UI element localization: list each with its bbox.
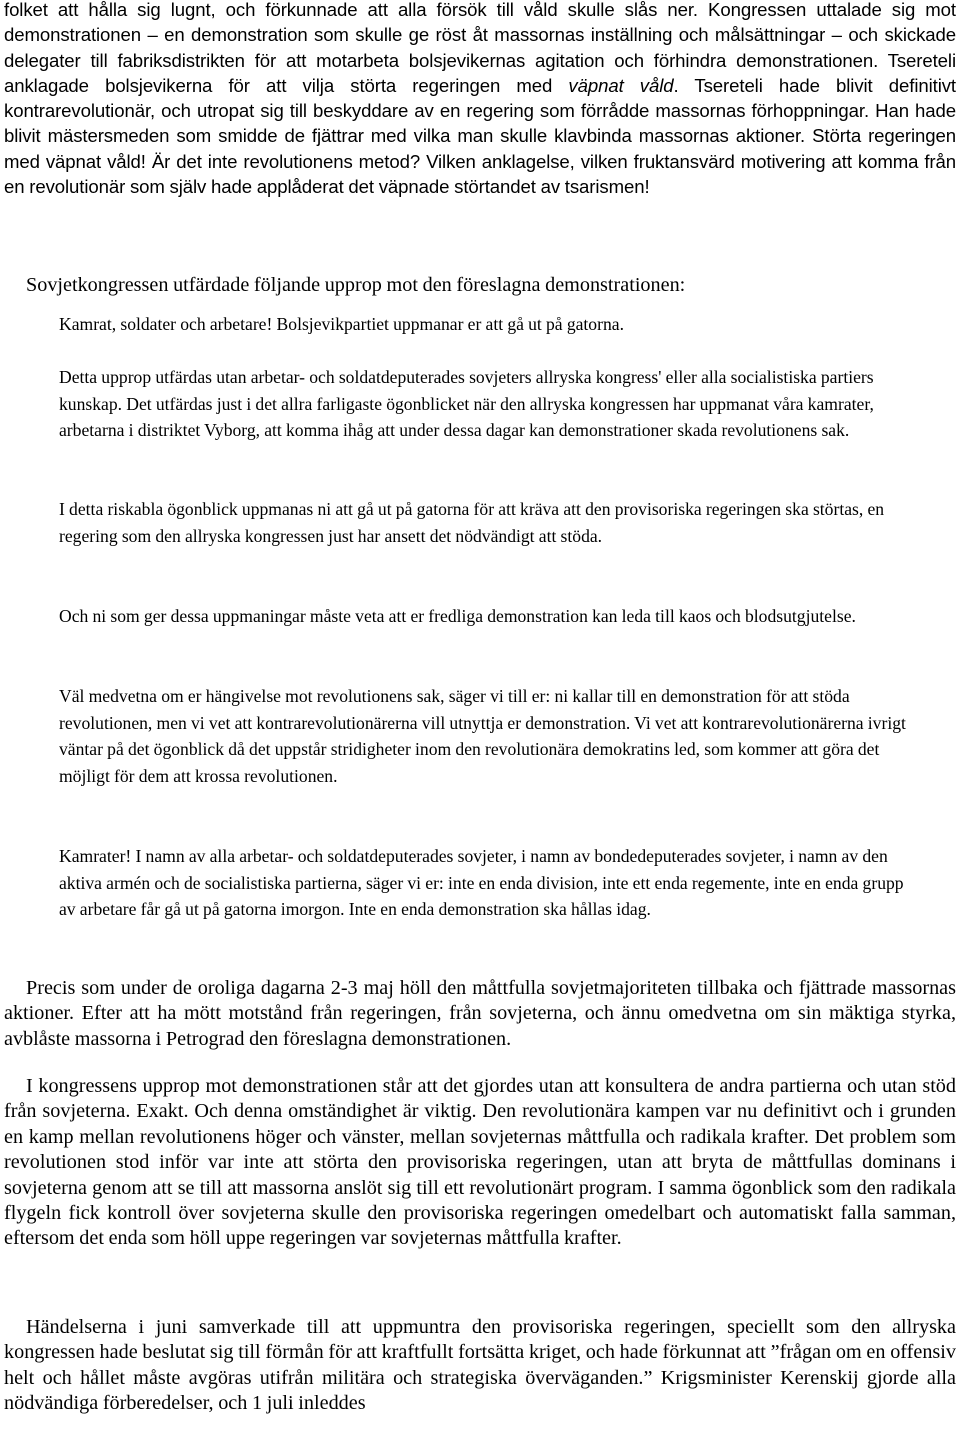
paragraph-1-text-a: folket att hålla sig lugnt, och förkunnade att alla försök till våld skulle slås ner. Kongressen uttalade sig mot demonstrationen – en demonstration som skulle ge röst åt massornas inställning och målsättningar – och skickade delegater till fabriksdistrikten för att motarbeta bolsjevikernas agitation och förhindra demonstrationen. Tsereteli anklagade bolsjevikerna för att vilja störta regeringen med — [4, 0, 956, 96]
body-paragraph-4: I kongressens upprop mot demonstrationen står att det gjordes utan att konsultera de andra partierna och utan stöd från sovjeterna. Exakt. Och denna omständighet är viktig. Den revolutionära kampen var nu definitivt och i grunden en kamp mellan revolutionens höger och vänster, mellan sovjeternas måttfulla och radikala krafter. Det problem som revolutionen stod inför var inte att störta den provisoriska regeringen, utan att bryta de måttfullas dominans i sovjeterna genom att se till att massorna anslöt sig till ett revolutionärt program. I samma ögonblick som den radikala flygeln fick kontroll över sovjeterna skulle den provisoriska regeringen omedelbart och automatiskt falla samman, eftersom det enda som höll uppe regeringen var sovjeternas måttfulla krafter. — [4, 1075, 956, 1250]
quote-paragraph-2: Detta upprop utfärdas utan arbetar- och soldatdeputerades sovjeters allryska kongress' eller alla socialistiska partiers kunskap. Det utfärdas just i det allra farligaste ögonblicket när den allryska kongressen har uppmanat våra kamrater, arbetarna i distriktet Vyborg, att komma ihåg att under dessa dagar kan demonstrationer skada revolutionens sak. — [59, 367, 874, 440]
quote-paragraph-6: Kamrater! I namn av alla arbetar- och soldatdeputerades sovjeter, i namn av bondedeputerades sovjeter, i namn av den aktiva armén och de socialistiska partierna, säger vi er: inte en enda division, inte ett enda regemente, inte en enda grupp av arbetare får gå ut på gatorna imorgon. Inte en enda demonstration ska hållas idag. — [59, 846, 904, 919]
quote-paragraph-1: Kamrat, soldater och arbetare! Bolsjevikpartiet uppmanar er att gå ut på gatorna. — [59, 314, 624, 334]
paragraph-1-emphasis: väpnat våld — [568, 74, 674, 96]
quote-paragraph-3: I detta riskabla ögonblick uppmanas ni att gå ut på gatorna för att kräva att den provisoriska regeringen ska störtas, en regering som den allryska kongressen just har ansett det nödvändigt att stöda. — [59, 499, 885, 546]
body-paragraph-1 — [4, 0, 956, 199]
quote-paragraph-4: Och ni som ger dessa uppmaningar måste veta att er fredliga demonstration kan leda till kaos och blodsutgjutelse. — [59, 606, 856, 626]
body-paragraph-2: Sovjetkongressen utfärdade följande upprop mot den föreslagna demonstrationen: — [26, 274, 686, 296]
body-paragraph-3: Precis som under de oroliga dagarna 2-3 maj höll den måttfulla sovjetmajoriteten tillbaka och fjättrade massornas aktioner. Efter att ha mött motstånd från regeringen, från sovjeterna, och ännu omedvetna om sin mäktiga styrka, avblåste massorna i Petrograd den föreslagna demonstrationen. — [4, 977, 956, 1050]
paragraph-1-text-b: . Tsereteli hade blivit definitivt kontrarevolutionär, och utropat sig till beskyddare av en regering som förrådde massornas förhoppningar. Han hade blivit mästersmeden som smidde de fjättrar med vilka man skulle klavbinda massornas aktioner. Störta regeringen med väpnat våld! Är det inte revolutionens metod? Vilken anklagelse, vilken fruktansvärd motivering att komma från en revolutionär som själv hade applåderat det väpnade störtandet av tsarismen! — [4, 74, 956, 198]
quote-paragraph-5: Väl medvetna om er hängivelse mot revolutionens sak, säger vi till er: ni kallar till en demonstration för att stöda revolutionen, men vi vet att kontrarevolutionärerna vill utnyttja er demonstration. Vi vet att kontrarevolutionärerna ivrigt väntar på det ögonblick då det uppstår stridigheter inom den revolutionära demokratins led, som kommer att göra det möjligt för dem att krossa revolutionen. — [59, 686, 906, 786]
body-paragraph-5: Händelserna i juni samverkade till att uppmuntra den provisoriska regeringen, speciellt som den allryska kongressen hade beslutat sig till förmån för att kraftfullt fortsätta kriget, och hade förkunnat att ”frågan om en offensiv helt och hållet måste avgöras utifrån militära och strategiska överväganden.” Krigsminister Kerenskij gjorde alla nödvändiga förberedelser, och 1 juli inleddes — [4, 1316, 956, 1415]
